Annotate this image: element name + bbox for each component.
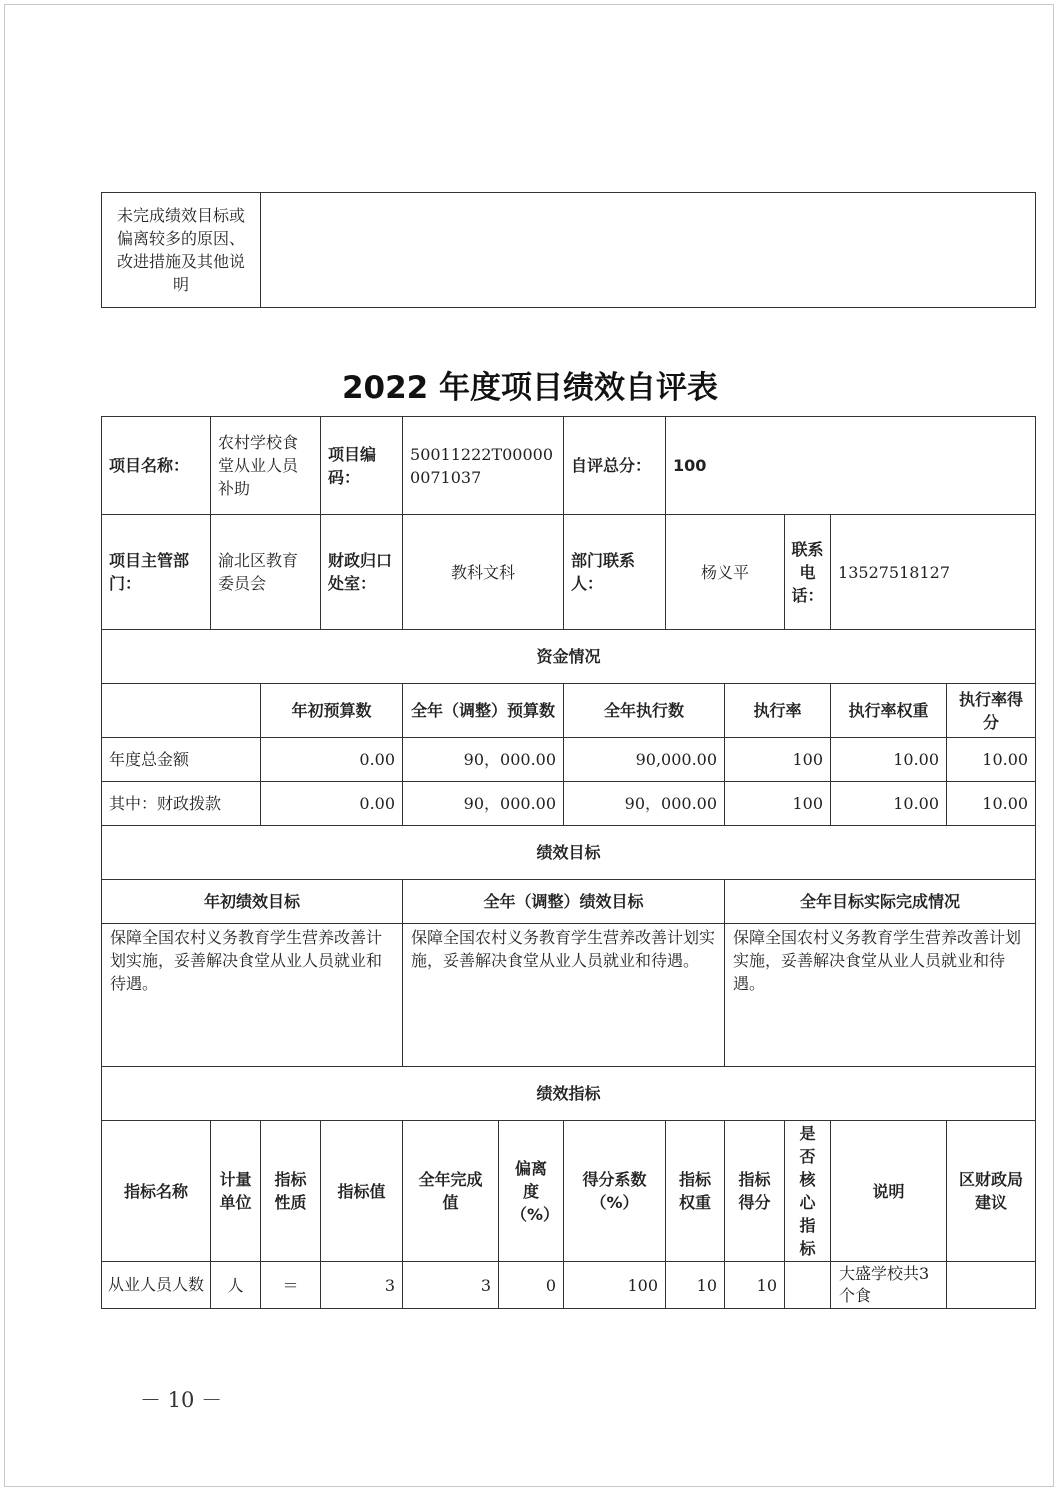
ind-header-score: 指标得分 xyxy=(725,1121,785,1262)
goals-header-adjusted: 全年（调整）绩效目标 xyxy=(403,880,725,924)
funds-cell: 90，000.00 xyxy=(403,738,564,782)
contact-value: 杨义平 xyxy=(666,515,785,630)
ind-header-name: 指标名称 xyxy=(102,1121,211,1262)
funds-section-title: 资金情况 xyxy=(102,630,1036,684)
ind-weight: 10 xyxy=(666,1262,725,1309)
page-number: － 10 － xyxy=(140,1388,223,1412)
funds-cell: 90，000.00 xyxy=(403,782,564,826)
project-name-value: 农村学校食堂从业人员补助 xyxy=(211,417,321,515)
ind-header-actual: 全年完成值 xyxy=(403,1121,499,1262)
ind-header-target: 指标值 xyxy=(321,1121,403,1262)
ind-score: 10 xyxy=(725,1262,785,1309)
ind-unit: 人 xyxy=(211,1262,261,1309)
ind-header-deviation: 偏离度（%） xyxy=(499,1121,564,1262)
contact-label: 部门联系人： xyxy=(564,515,666,630)
ind-advice xyxy=(947,1262,1036,1309)
goal-initial-text: 保障全国农村义务教育学生营养改善计划实施，妥善解决食堂从业人员就业和待遇。 xyxy=(102,924,403,1067)
funds-cell: 0.00 xyxy=(261,738,403,782)
ind-header-weight: 指标权重 xyxy=(666,1121,725,1262)
ind-nature: ＝ xyxy=(261,1262,321,1309)
funds-header-executed: 全年执行数 xyxy=(564,684,725,738)
funds-header-adjusted-budget: 全年（调整）预算数 xyxy=(403,684,564,738)
ind-header-note: 说明 xyxy=(831,1121,947,1262)
ind-note: 大盛学校共3个食 xyxy=(831,1262,947,1309)
ind-core xyxy=(785,1262,831,1309)
funds-header-blank xyxy=(102,684,261,738)
funds-cell: 0.00 xyxy=(261,782,403,826)
funds-cell: 10.00 xyxy=(831,738,947,782)
funds-row-label: 其中：财政拨款 xyxy=(102,782,261,826)
dept-label: 项目主管部门： xyxy=(102,515,211,630)
top-explanation-table xyxy=(101,192,1036,308)
ind-header-unit: 计量单位 xyxy=(211,1121,261,1262)
funds-header-rate-score: 执行率得分 xyxy=(947,684,1036,738)
project-code-label: 项目编码： xyxy=(321,417,403,515)
ind-name: 从业人员人数 xyxy=(102,1262,211,1309)
self-score-value: 100 xyxy=(666,417,1036,515)
funds-cell: 10.00 xyxy=(947,738,1036,782)
funds-cell: 90,000.00 xyxy=(564,738,725,782)
ind-deviation: 0 xyxy=(499,1262,564,1309)
ind-header-advice: 区财政局建议 xyxy=(947,1121,1036,1262)
ind-header-coef: 得分系数（%） xyxy=(564,1121,666,1262)
page-title: 2022 年度项目绩效自评表 xyxy=(341,370,719,406)
funds-row-label: 年度总金额 xyxy=(102,738,261,782)
funds-header-initial-budget: 年初预算数 xyxy=(261,684,403,738)
ind-header-nature: 指标性质 xyxy=(261,1121,321,1262)
funds-cell: 100 xyxy=(725,782,831,826)
ind-target: 3 xyxy=(321,1262,403,1309)
dept-value: 渝北区教育委员会 xyxy=(211,515,321,630)
unfinished-goals-content xyxy=(261,193,1036,308)
ind-coef: 100 xyxy=(564,1262,666,1309)
funds-cell: 100 xyxy=(725,738,831,782)
goals-section-title: 绩效目标 xyxy=(102,826,1036,880)
finance-office-value: 教科文科 xyxy=(403,515,564,630)
unfinished-goals-label: 未完成绩效目标或偏离较多的原因、改进措施及其他说明 xyxy=(102,193,261,308)
project-name-label: 项目名称： xyxy=(102,417,211,515)
evaluation-table xyxy=(101,416,1036,1309)
goal-adjusted-text: 保障全国农村义务教育学生营养改善计划实施，妥善解决食堂从业人员就业和待遇。 xyxy=(403,924,725,1067)
funds-cell: 10.00 xyxy=(947,782,1036,826)
finance-office-label: 财政归口处室： xyxy=(321,515,403,630)
indicators-section-title: 绩效指标 xyxy=(102,1067,1036,1121)
ind-header-core: 是否核心指标 xyxy=(785,1121,831,1262)
goals-header-initial: 年初绩效目标 xyxy=(102,880,403,924)
phone-label: 联系电话： xyxy=(785,515,831,630)
self-score-label: 自评总分： xyxy=(564,417,666,515)
goals-header-actual: 全年目标实际完成情况 xyxy=(725,880,1036,924)
project-code-value: 50011222T000000071037 xyxy=(403,417,564,515)
funds-cell: 10.00 xyxy=(831,782,947,826)
funds-cell: 90，000.00 xyxy=(564,782,725,826)
phone-value: 13527518127 xyxy=(831,515,1036,630)
funds-header-exec-rate: 执行率 xyxy=(725,684,831,738)
goal-actual-text: 保障全国农村义务教育学生营养改善计划实施，妥善解决食堂从业人员就业和待遇。 xyxy=(725,924,1036,1067)
funds-header-rate-weight: 执行率权重 xyxy=(831,684,947,738)
ind-actual: 3 xyxy=(403,1262,499,1309)
